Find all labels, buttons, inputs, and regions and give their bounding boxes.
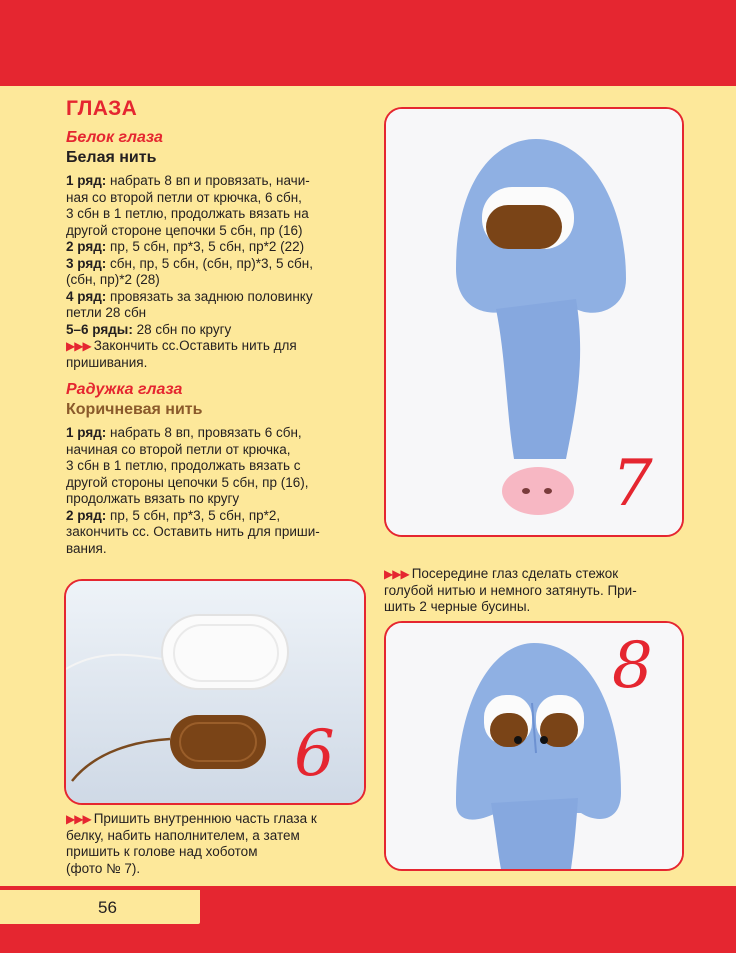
photo-number-7: 7 bbox=[612, 447, 653, 521]
page-number: 56 bbox=[98, 898, 117, 917]
photo-6 bbox=[64, 579, 366, 805]
white-subtitle: Белок глаза bbox=[66, 129, 163, 146]
photo-number-6: 6 bbox=[294, 717, 335, 791]
arrows-icon: ▶▶▶ bbox=[66, 339, 91, 353]
step: 4 ряд: провязать за заднюю половинку петли 28 сбн bbox=[66, 288, 313, 320]
step: 2 ряд: пр, 5 сбн, пр*3, 5 сбн, пр*2, закончить сс. Оставить нить для приши- вания. bbox=[66, 507, 320, 556]
instructions-column bbox=[66, 97, 366, 557]
white-steps bbox=[66, 173, 366, 371]
finish-note: ▶▶▶ Закончить сс.Оставить нить для пришивания. bbox=[66, 338, 297, 370]
photo-7 bbox=[384, 107, 684, 537]
iris-steps bbox=[66, 425, 366, 557]
photo-8-caption: ▶▶▶ Посередине глаз сделать стежок голубой нитью и немного затянуть. При- шить 2 черные бусины. bbox=[384, 566, 637, 614]
section-title: ГЛАЗА bbox=[66, 97, 138, 120]
photo-8 bbox=[384, 621, 684, 871]
photo-6-caption: ▶▶▶ Пришить внутреннюю часть глаза к белку, набить наполнителем, а затем пришить к голове над хоботом (фото № 7). bbox=[66, 811, 317, 876]
iris-yarn: Коричневая нить bbox=[66, 401, 203, 418]
step: 3 ряд: сбн, пр, 5 сбн, (сбн, пр)*3, 5 сбн, (сбн, пр)*2 (28) bbox=[66, 255, 313, 287]
step: 2 ряд: пр, 5 сбн, пр*3, 5 сбн, пр*2 (22) bbox=[66, 239, 305, 254]
iris-subtitle: Радужка глаза bbox=[66, 381, 183, 398]
white-yarn: Белая нить bbox=[66, 149, 157, 166]
step: 5–6 ряды: 28 сбн по кругу bbox=[66, 321, 232, 337]
step: 1 ряд: набрать 8 вп, провязать 6 сбн, начиная со второй петли от крючка, 3 сбн в 1 петлю, продолжать вязать с другой стороны цепочки 5 сбн, пр (16), продолжать вязать по кругу bbox=[66, 425, 309, 506]
page-number-tab bbox=[0, 890, 200, 924]
header-band bbox=[0, 0, 736, 86]
photo-number-8: 8 bbox=[612, 629, 653, 703]
arrows-icon: ▶▶▶ bbox=[66, 812, 91, 826]
arrows-icon: ▶▶▶ bbox=[384, 567, 409, 581]
step: 1 ряд: набрать 8 вп и провязать, начи- ная со второй петли от крючка, 6 сбн, 3 сбн в 1 петлю, продолжать вязать на другой стороне цепочки 5 сбн, пр (16) bbox=[66, 173, 310, 238]
